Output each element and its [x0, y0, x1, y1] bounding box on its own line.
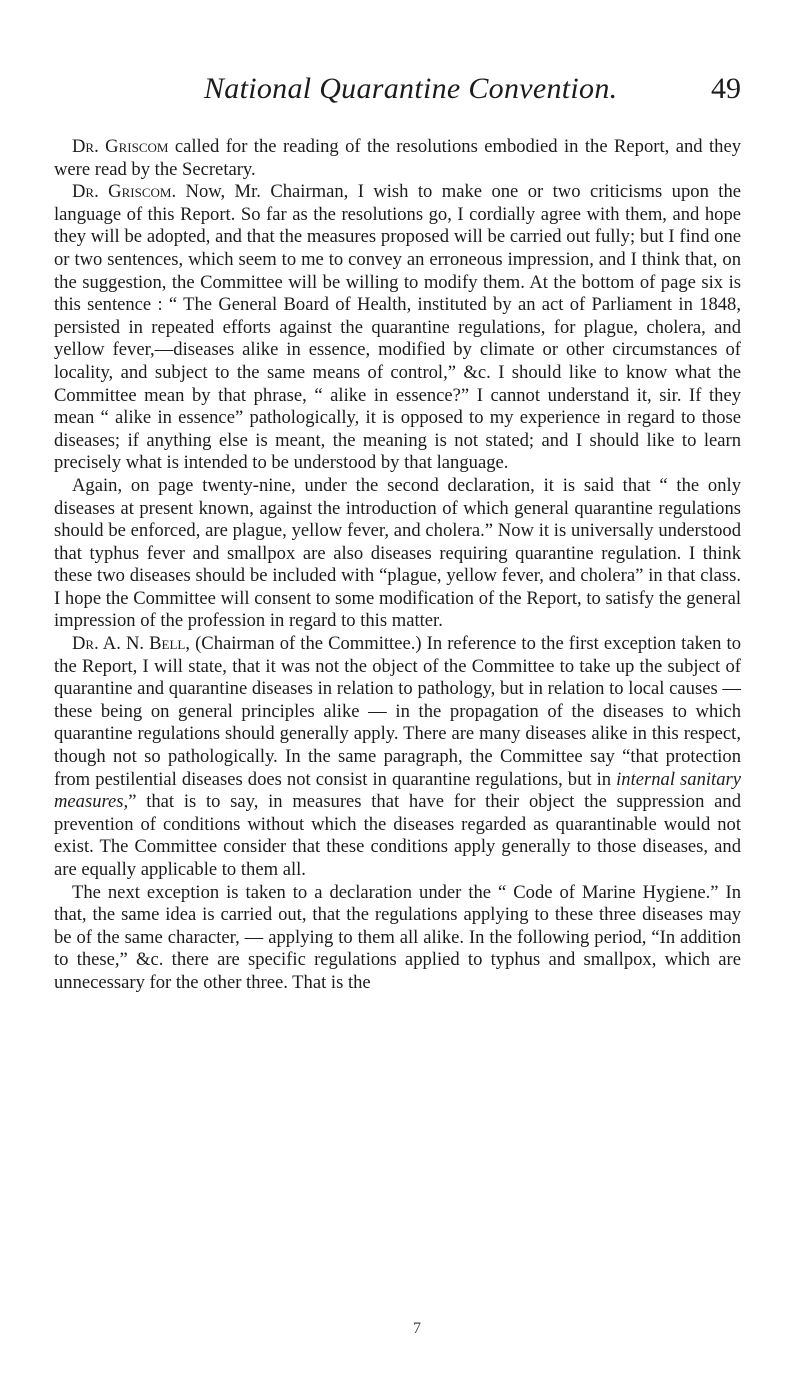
speaker-name: Dr. Griscom [72, 136, 169, 157]
page-number: 49 [711, 72, 741, 105]
running-header [54, 68, 741, 112]
running-title: National Quarantine Convention. [204, 72, 618, 105]
emphasized-text: internal sanitary measures, [54, 768, 741, 813]
paragraph-bell-reply [54, 633, 741, 882]
paragraph-text: Now, Mr. Chairman, I wish to make one or two criticisms upon the language of this Report. So far as the resolutions go, I cordially agree with them, and hope they will be adopted, and that the measures proposed will be carried out fully; but I find one or two sentences, which seem to me to convey an erroneous impression, and I think that, on the suggestion, the Committee will be willing to modify them. At the bottom of page six is this sentence : “ The General Board of Health, instituted by an act of Parliament in 1848, persisted in repeated efforts against the quarantine regulations, for plague, cholera, and yellow fever,—diseases alike in essence, modified by climate or other circumstances of locality, and subject to the same means of control,” &c. I should like to know what the Committee mean by that phrase, “ alike in essence?” I cannot understand it, sir. If they mean “ alike in essence” pathologically, it is opposed to my experience in regard to those diseases; if anything else is meant, the meaning is not stated; and I should like to learn precisely what is intended to be understood by that language. [54, 181, 742, 474]
speaker-name: Dr. A. N. Bell, [72, 633, 191, 655]
paragraph-next-exception [54, 882, 741, 995]
paragraph-text: called for the reading of the resolutions embodied in the Report, and they were read by the Secretary. [54, 136, 741, 180]
signature-mark: 7 [413, 1320, 421, 1337]
paragraph-text: Again, on page twenty-nine, under the second declaration, it is said that “ the only diseases at present known, against the introduction of which general quarantine regulations should be enforced, are plague, yellow fever, and cholera.” Now it is universally understood that typhus fever and smallpox are also diseases requiring quarantine regulation. I think these two diseases should be included with “plague, yellow fever, and cholera” in that class. I hope the Committee will consent to some modification of the Report, to satisfy the general impression of the profession in regard to this matter. [54, 474, 741, 632]
paragraph-text-continued: ” that is to say, in measures that have for their object the suppression and prevention of conditions without which the diseases regarded as quarantinable would not exist. The Committee consider that these conditions apply generally to those diseases, and are equally applicable to them all. [54, 791, 741, 880]
paragraph-text: (Chairman of the Committee.) In reference to the first exception taken to the Report, I will state, that it was not the object of the Committee to take up the subject of quarantine and quarantine diseases in relation to pathology, but in relation to local causes — these being on general principles alike — in the propagation of the diseases to which quarantine regulations should generally apply. There are many diseases alike in this respect, though not so pathologically. In the same paragraph, the Committee say “that protection from pestilential diseases does not consist in quarantine regulations, but in [54, 633, 741, 790]
paragraph-again [54, 475, 741, 633]
paragraph-text: The next exception is taken to a declaration under the “ Code of Marine Hygiene.” In that, the same idea is carried out, that the regulations applying to these three diseases may be of the same character, — applying to them all alike. In the following period, “In addition to these,” &c. there are specific regulations applied to typhus and smallpox, which are unnecessary for the other three. That is the [54, 881, 741, 993]
body-text [54, 136, 741, 995]
paragraph-griscom-speech [54, 181, 741, 475]
paragraph-griscom-intro [54, 136, 741, 181]
speaker-name: Dr. Griscom. [72, 181, 177, 203]
